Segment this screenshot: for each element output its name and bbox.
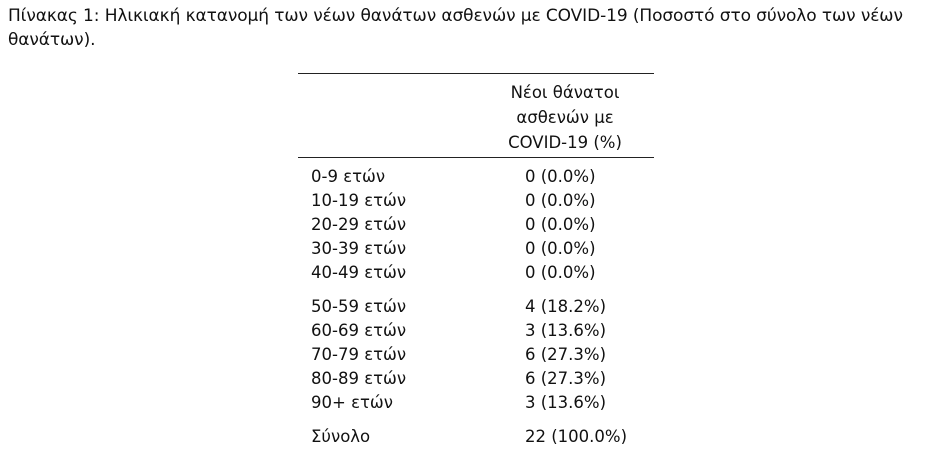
- age-group-label: 90+ ετών: [311, 393, 393, 412]
- table-row: [311, 391, 641, 415]
- table-row: [311, 237, 641, 261]
- deaths-value: 6 (27.3%): [525, 369, 607, 388]
- table-header-rule: [298, 157, 654, 158]
- deaths-value: 3 (13.6%): [525, 321, 607, 340]
- caption-line-2: θανάτων).: [8, 30, 96, 50]
- table-row: [311, 213, 641, 237]
- table-total-row: [311, 425, 641, 449]
- deaths-value: 0 (0.0%): [525, 167, 596, 186]
- age-group-label: 80-89 ετών: [311, 369, 407, 388]
- age-group-label: 10-19 ετών: [311, 191, 407, 210]
- column-header-line-2: ασθενών με: [516, 108, 614, 127]
- deaths-value: 0 (0.0%): [525, 263, 596, 282]
- caption-line-1: Πίνακας 1: Ηλικιακή κατανομή των νέων θανάτων ασθενών με COVID-19 (Ποσοστό στο σύνολο των νέων: [8, 6, 903, 26]
- deaths-value: 6 (27.3%): [525, 345, 607, 364]
- table-row: [311, 165, 641, 189]
- age-group-label: 20-29 ετών: [311, 215, 407, 234]
- age-group-label: 70-79 ετών: [311, 345, 407, 364]
- age-group-label: 50-59 ετών: [311, 297, 407, 316]
- table-body: [311, 165, 641, 449]
- deaths-value: 4 (18.2%): [525, 297, 607, 316]
- table-row: [311, 189, 641, 213]
- deaths-value: 0 (0.0%): [525, 191, 596, 210]
- age-group-label: 60-69 ετών: [311, 321, 407, 340]
- age-group-label: 40-49 ετών: [311, 263, 407, 282]
- total-label: Σύνολο: [311, 427, 371, 446]
- column-header-line-1: Νέοι θάνατοι: [510, 83, 620, 102]
- deaths-value: 0 (0.0%): [525, 239, 596, 258]
- table-row: [311, 319, 641, 343]
- age-group-label: 0-9 ετών: [311, 167, 386, 186]
- age-group-label: 30-39 ετών: [311, 239, 407, 258]
- table-row: [311, 367, 641, 391]
- column-header-line-3: COVID-19 (%): [508, 133, 622, 152]
- table-row: [311, 343, 641, 367]
- column-header-deaths: [470, 80, 660, 155]
- table-top-rule: [298, 73, 654, 74]
- deaths-value: 0 (0.0%): [525, 215, 596, 234]
- table-caption: [8, 4, 943, 52]
- table-row: [311, 295, 641, 319]
- total-value: 22 (100.0%): [525, 427, 628, 446]
- table-row: [311, 261, 641, 285]
- deaths-value: 3 (13.6%): [525, 393, 607, 412]
